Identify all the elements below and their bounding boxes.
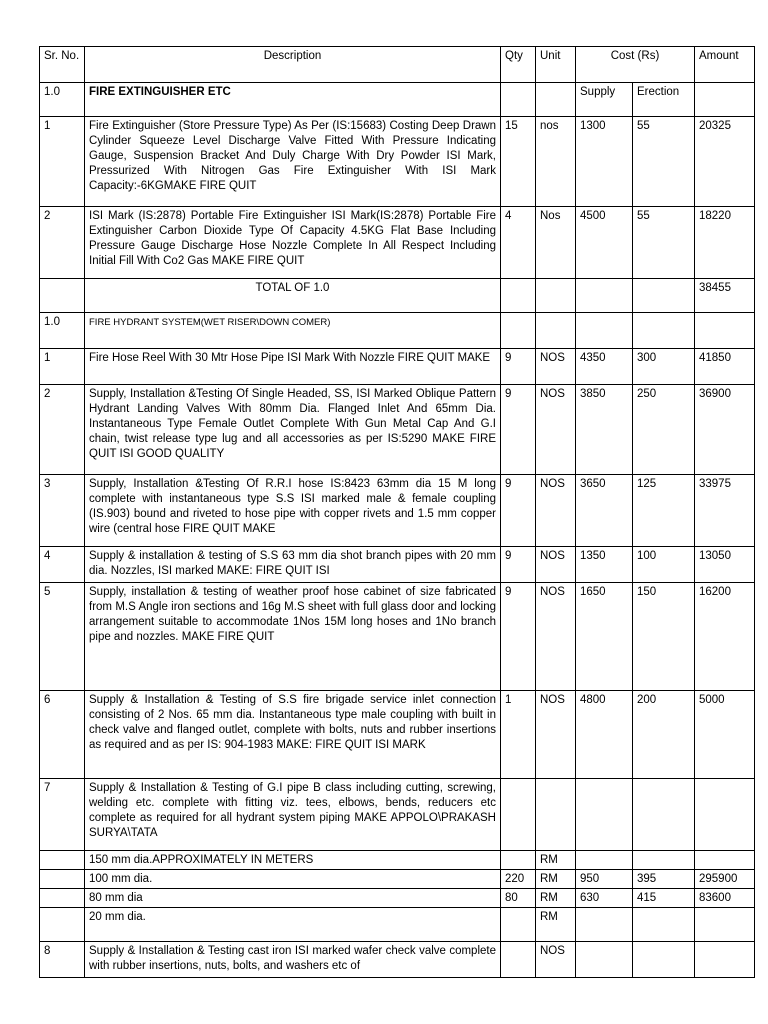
table-row bbox=[40, 385, 755, 475]
boq-table bbox=[39, 46, 755, 978]
header-qty: Qty bbox=[501, 47, 536, 83]
empty-cell bbox=[633, 313, 695, 349]
pipe-supply: 950 bbox=[576, 870, 633, 889]
pipe-erection bbox=[633, 851, 695, 870]
pipe-supply bbox=[576, 851, 633, 870]
row-description: Supply, Installation &Testing Of Single Headed, SS, ISI Marked Oblique Pattern Hydrant Landing Valves With 80mm Dia. Flanged Inlet And 65mm Dia. Instantaneous Type Female Outlet Complete With Gun Metal Cap And G.I chain, twist release type lug and all accessories as per IS:5290 MAKE FIRE QUIT ISI GOOD QUALITY bbox=[85, 385, 501, 475]
row-erection: 100 bbox=[633, 547, 695, 583]
row-amount: 16200 bbox=[695, 583, 755, 691]
row-unit: NOS bbox=[536, 583, 576, 691]
row-sr: 1 bbox=[40, 349, 85, 385]
empty-cell bbox=[536, 279, 576, 313]
empty-cell bbox=[695, 83, 755, 117]
row-qty: 4 bbox=[501, 207, 536, 279]
row-description: ISI Mark (IS:2878) Portable Fire Extinguisher ISI Mark(IS:2878) Portable Fire Extinguisher Carbon Dioxide Type Of Capacity 4.5KG Flat Base Including Pressure Gauge Discharge Hose Nozzle Complete In All Respect Including Initial Fill With Co2 Gas MAKE FIRE QUIT bbox=[85, 207, 501, 279]
row-amount: 5000 bbox=[695, 691, 755, 779]
section-row bbox=[40, 83, 755, 117]
row-sr: 2 bbox=[40, 385, 85, 475]
pipe-description: 100 mm dia. bbox=[85, 870, 501, 889]
row-unit: NOS bbox=[536, 475, 576, 547]
pipe-supply: 630 bbox=[576, 889, 633, 908]
total-label: TOTAL OF 1.0 bbox=[85, 279, 501, 313]
row-sr: 3 bbox=[40, 475, 85, 547]
header-description: Description bbox=[85, 47, 501, 83]
row-supply bbox=[576, 942, 633, 978]
pipe-unit: RM bbox=[536, 851, 576, 870]
header-supply: Supply bbox=[576, 83, 633, 117]
row-unit: NOS bbox=[536, 547, 576, 583]
pipe-unit: RM bbox=[536, 889, 576, 908]
row-description: Supply & Installation & Testing of G.I pipe B class including cutting, screwing, welding etc. complete with fitting viz. tees, elbows, bends, reducers etc complete as required for all hydrant system piping MAKE APPOLO\PRAKASH SURYA\TATA bbox=[85, 779, 501, 851]
row-sr: 7 bbox=[40, 779, 85, 851]
row-amount: 18220 bbox=[695, 207, 755, 279]
pipe-qty: 220 bbox=[501, 870, 536, 889]
row-qty: 9 bbox=[501, 385, 536, 475]
row-amount: 20325 bbox=[695, 117, 755, 207]
row-unit bbox=[536, 779, 576, 851]
pipe-description: 20 mm dia. bbox=[85, 908, 501, 942]
table-row bbox=[40, 583, 755, 691]
row-supply: 1350 bbox=[576, 547, 633, 583]
row-supply bbox=[576, 779, 633, 851]
pipe-qty: 80 bbox=[501, 889, 536, 908]
table-row bbox=[40, 779, 755, 851]
header-sr: Sr. No. bbox=[40, 47, 85, 83]
pipe-description: 150 mm dia.APPROXIMATELY IN METERS bbox=[85, 851, 501, 870]
row-supply: 4500 bbox=[576, 207, 633, 279]
row-unit: nos bbox=[536, 117, 576, 207]
header-unit: Unit bbox=[536, 47, 576, 83]
section-sr: 1.0 bbox=[40, 83, 85, 117]
row-description: Fire Extinguisher (Store Pressure Type) As Per (IS:15683) Costing Deep Drawn Cylinder Squeeze Level Discharge Valve Fitted With Pressure Indicating Gauge, Suspension Bracket And Duly Charge With Dry Powder ISI Mark, Pressurized With Nitrogen Gas Fire Extinguisher With ISI Mark Capacity:-6KGMAKE FIRE QUIT bbox=[85, 117, 501, 207]
empty-cell bbox=[40, 279, 85, 313]
pipe-qty bbox=[501, 851, 536, 870]
row-supply: 4800 bbox=[576, 691, 633, 779]
empty-cell bbox=[40, 870, 85, 889]
row-erection: 55 bbox=[633, 117, 695, 207]
row-amount: 41850 bbox=[695, 349, 755, 385]
row-sr: 5 bbox=[40, 583, 85, 691]
empty-cell bbox=[40, 851, 85, 870]
row-sr: 1 bbox=[40, 117, 85, 207]
table-row bbox=[40, 207, 755, 279]
table-row bbox=[40, 942, 755, 978]
row-unit: NOS bbox=[536, 349, 576, 385]
row-description: Fire Hose Reel With 30 Mtr Hose Pipe ISI Mark With Nozzle FIRE QUIT MAKE bbox=[85, 349, 501, 385]
row-amount bbox=[695, 942, 755, 978]
pipe-qty bbox=[501, 908, 536, 942]
row-supply: 4350 bbox=[576, 349, 633, 385]
row-qty bbox=[501, 779, 536, 851]
row-sr: 4 bbox=[40, 547, 85, 583]
row-amount: 36900 bbox=[695, 385, 755, 475]
pipe-row bbox=[40, 908, 755, 942]
pipe-row bbox=[40, 889, 755, 908]
row-erection: 55 bbox=[633, 207, 695, 279]
pipe-amount: 83600 bbox=[695, 889, 755, 908]
total-amount: 38455 bbox=[695, 279, 755, 313]
empty-cell bbox=[536, 83, 576, 117]
total-row bbox=[40, 279, 755, 313]
pipe-amount bbox=[695, 851, 755, 870]
section-title: FIRE HYDRANT SYSTEM(WET RISER\DOWN COMER) bbox=[85, 313, 501, 349]
table-row bbox=[40, 475, 755, 547]
row-description: Supply, Installation &Testing Of R.R.I hose IS:8423 63mm dia 15 M long complete with instantaneous type S.S ISI marked male & female coupling (IS.903) bound and riveted to hose pipe with copper rivets and 1.5 mm copper wire (central hose FIRE QUIT MAKE bbox=[85, 475, 501, 547]
row-description: Supply & Installation & Testing cast iron ISI marked wafer check valve complete with rubber insertions, nuts, bolts, and washers etc of bbox=[85, 942, 501, 978]
empty-cell bbox=[536, 313, 576, 349]
header-cost: Cost (Rs) bbox=[576, 47, 695, 83]
row-qty: 9 bbox=[501, 475, 536, 547]
table-row bbox=[40, 117, 755, 207]
row-erection: 125 bbox=[633, 475, 695, 547]
table-row bbox=[40, 547, 755, 583]
row-description: Supply, installation & testing of weather proof hose cabinet of size fabricated from M.S Angle iron sections and 16g M.S sheet with full glass door and locking arrangement suitable to accommodate 1Nos 15M long hoses and 1No branch pipe and nozzles. MAKE FIRE QUIT bbox=[85, 583, 501, 691]
row-description: Supply & Installation & Testing of S.S fire brigade service inlet connection consisting of 2 Nos. 65 mm dia. Instantaneous type male coupling with built in check valve and flanged outlet, complete with bolts, nuts and rubber insertions as required and as per IS: 904-1983 MAKE: FIRE QUIT ISI MARK bbox=[85, 691, 501, 779]
row-qty: 9 bbox=[501, 547, 536, 583]
row-sr: 6 bbox=[40, 691, 85, 779]
row-supply: 3650 bbox=[576, 475, 633, 547]
row-amount: 13050 bbox=[695, 547, 755, 583]
pipe-amount: 295900 bbox=[695, 870, 755, 889]
row-erection bbox=[633, 942, 695, 978]
row-erection bbox=[633, 779, 695, 851]
header-amount: Amount bbox=[695, 47, 755, 83]
empty-cell bbox=[695, 313, 755, 349]
pipe-amount bbox=[695, 908, 755, 942]
row-unit: NOS bbox=[536, 942, 576, 978]
row-supply: 1300 bbox=[576, 117, 633, 207]
table-row bbox=[40, 349, 755, 385]
empty-cell bbox=[576, 279, 633, 313]
pipe-supply bbox=[576, 908, 633, 942]
pipe-row bbox=[40, 870, 755, 889]
empty-cell bbox=[501, 279, 536, 313]
row-sr: 8 bbox=[40, 942, 85, 978]
row-supply: 1650 bbox=[576, 583, 633, 691]
row-description: Supply & installation & testing of S.S 63 mm dia shot branch pipes with 20 mm dia. Nozzles, ISI marked MAKE: FIRE QUIT ISI bbox=[85, 547, 501, 583]
empty-cell bbox=[40, 889, 85, 908]
row-unit: NOS bbox=[536, 691, 576, 779]
row-unit: NOS bbox=[536, 385, 576, 475]
row-amount: 33975 bbox=[695, 475, 755, 547]
row-erection: 150 bbox=[633, 583, 695, 691]
empty-cell bbox=[633, 279, 695, 313]
pipe-row bbox=[40, 851, 755, 870]
row-amount bbox=[695, 779, 755, 851]
row-supply: 3850 bbox=[576, 385, 633, 475]
row-unit: Nos bbox=[536, 207, 576, 279]
row-erection: 200 bbox=[633, 691, 695, 779]
row-erection: 300 bbox=[633, 349, 695, 385]
row-sr: 2 bbox=[40, 207, 85, 279]
empty-cell bbox=[501, 313, 536, 349]
row-qty: 9 bbox=[501, 349, 536, 385]
header-erection: Erection bbox=[633, 83, 695, 117]
pipe-erection: 415 bbox=[633, 889, 695, 908]
pipe-description: 80 mm dia bbox=[85, 889, 501, 908]
pipe-unit: RM bbox=[536, 908, 576, 942]
header-row bbox=[40, 47, 755, 83]
section-sr: 1.0 bbox=[40, 313, 85, 349]
table-row bbox=[40, 691, 755, 779]
empty-cell bbox=[501, 83, 536, 117]
row-qty: 9 bbox=[501, 583, 536, 691]
row-qty bbox=[501, 942, 536, 978]
empty-cell bbox=[40, 908, 85, 942]
row-erection: 250 bbox=[633, 385, 695, 475]
pipe-unit: RM bbox=[536, 870, 576, 889]
section-title: FIRE EXTINGUISHER ETC bbox=[85, 83, 501, 117]
row-qty: 1 bbox=[501, 691, 536, 779]
pipe-erection: 395 bbox=[633, 870, 695, 889]
empty-cell bbox=[576, 313, 633, 349]
pipe-erection bbox=[633, 908, 695, 942]
row-qty: 15 bbox=[501, 117, 536, 207]
section-row bbox=[40, 313, 755, 349]
